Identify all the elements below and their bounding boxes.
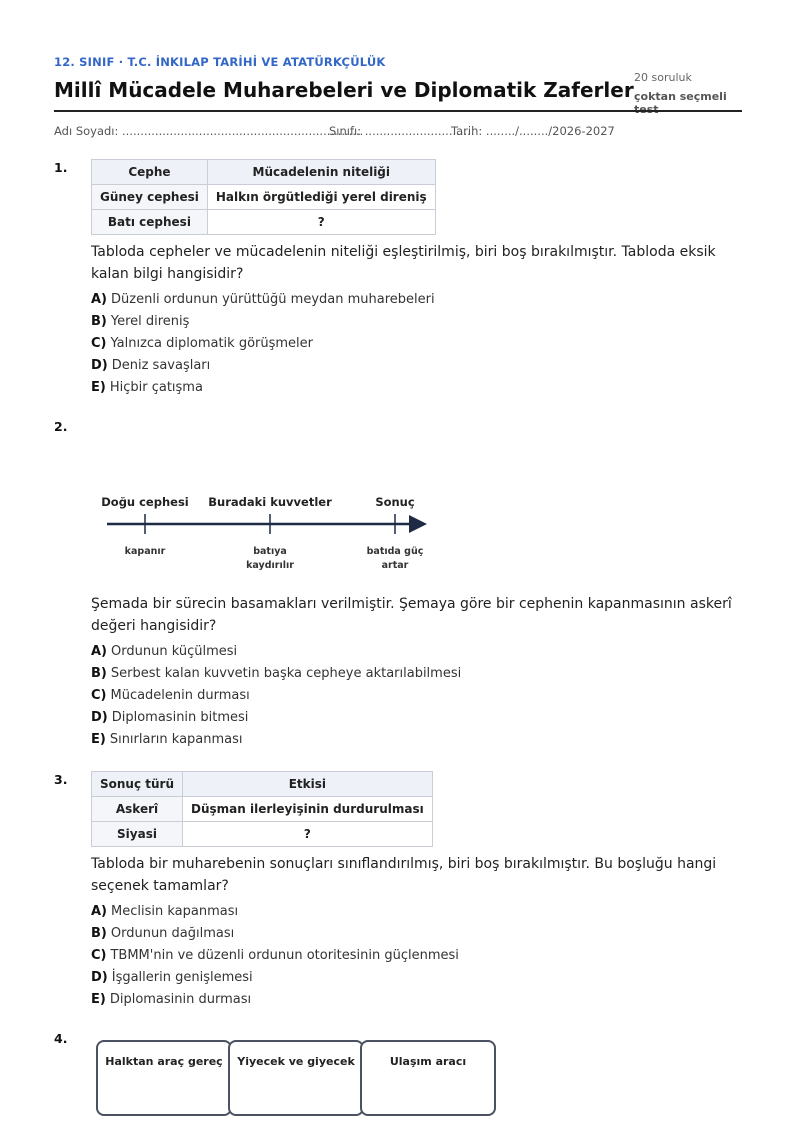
- option-text: Serbest kalan kuvvetin başka cepheye aktarılabilmesi: [110, 666, 462, 681]
- flow-step-label: Buradaki kuvvetler: [208, 495, 332, 509]
- question-1: [91, 159, 741, 399]
- flow-step-result: batıda güç artar: [366, 546, 424, 571]
- question-number: 2.: [54, 419, 68, 434]
- option-text: Diplomasinin durması: [109, 992, 252, 1007]
- option-letter: D): [91, 970, 108, 985]
- option-text: Sınırların kapanması: [109, 732, 243, 747]
- option-letter: C): [91, 688, 107, 703]
- table-cell: Düşman ilerleyişinin durdurulması: [183, 797, 433, 822]
- flow-step-result: batıya kaydırılır: [246, 546, 294, 571]
- flow-arrow: [91, 513, 431, 537]
- answer-option[interactable]: [91, 377, 741, 399]
- option-letter: C): [91, 948, 107, 963]
- option-letter: E): [91, 732, 106, 747]
- table-header: Etkisi: [183, 772, 433, 797]
- option-text: Yerel direniş: [110, 314, 190, 329]
- test-type: çoktan seçmeli test: [634, 90, 727, 116]
- table-cell: Siyasi: [92, 822, 183, 847]
- option-letter: B): [91, 666, 107, 681]
- title-divider: [54, 110, 742, 112]
- name-field[interactable]: Adı Soyadı: ..................................................................: [54, 124, 364, 138]
- answer-option[interactable]: [91, 967, 741, 989]
- table-cell: ?: [183, 822, 433, 847]
- answer-options: [91, 289, 741, 399]
- answer-option[interactable]: [91, 945, 741, 967]
- question-number: 3.: [54, 772, 68, 787]
- answer-option[interactable]: [91, 663, 741, 685]
- answer-option[interactable]: [91, 355, 741, 377]
- answer-options: [91, 641, 741, 751]
- answer-option[interactable]: [91, 901, 741, 923]
- subject-line: 12. SINIF · T.C. İNKILAP TARİHİ VE ATATÜRKÇÜLÜK: [54, 55, 386, 69]
- option-text: Hiçbir çatışma: [109, 380, 203, 395]
- category-box: Yiyecek ve giyecek: [228, 1040, 364, 1116]
- table-header: Cephe: [92, 160, 208, 185]
- answer-option[interactable]: [91, 707, 741, 729]
- question-3: [91, 771, 741, 1011]
- flow-step-label: Doğu cephesi: [101, 495, 189, 509]
- answer-option[interactable]: [91, 923, 741, 945]
- table-cell: Güney cephesi: [92, 185, 208, 210]
- option-letter: C): [91, 336, 107, 351]
- category-box: Ulaşım aracı: [360, 1040, 496, 1116]
- category-boxes: [96, 1040, 506, 1122]
- process-diagram: [91, 495, 431, 585]
- option-letter: D): [91, 358, 108, 373]
- answer-option[interactable]: [91, 685, 741, 707]
- question-2: [91, 493, 741, 751]
- page-title: Millî Mücadele Muharebeleri ve Diplomatik Zaferler: [54, 78, 634, 102]
- answer-option[interactable]: [91, 289, 741, 311]
- table-cell: Halkın örgütlediği yerel direniş: [207, 185, 435, 210]
- option-letter: A): [91, 292, 108, 307]
- option-text: TBMM'nin ve düzenli ordunun otoritesinin güçlenmesi: [110, 948, 459, 963]
- table-cell: Askerî: [92, 797, 183, 822]
- option-text: Düzenli ordunun yürüttüğü meydan muharebeleri: [111, 292, 435, 307]
- option-text: Ordunun dağılması: [110, 926, 235, 941]
- q3-table: [91, 771, 433, 847]
- table-cell: Batı cephesi: [92, 210, 208, 235]
- question-stem: Tabloda bir muharebenin sonuçları sınıflandırılmış, biri boş bırakılmıştır. Bu boşluğu hangi seçenek tamamlar?: [91, 856, 717, 894]
- q1-table: [91, 159, 436, 235]
- flow-step-label: Sonuç: [375, 495, 415, 509]
- option-text: Ordunun küçülmesi: [111, 644, 238, 659]
- question-4: [96, 1040, 746, 1122]
- question-stem: Şemada bir sürecin basamakları verilmiştir. Şemaya göre bir cephenin kapanmasının askerî değeri hangisidir?: [91, 596, 732, 634]
- table-header: Sonuç türü: [92, 772, 183, 797]
- option-text: Mücadelenin durması: [110, 688, 250, 703]
- option-text: Meclisin kapanması: [111, 904, 239, 919]
- answer-option[interactable]: [91, 311, 741, 333]
- answer-option[interactable]: [91, 333, 741, 355]
- question-number: 4.: [54, 1031, 68, 1046]
- category-box: Halktan araç gereç: [96, 1040, 232, 1116]
- class-field[interactable]: Sınıfı: ..............................: [329, 124, 475, 138]
- date-field[interactable]: Tarih: ......../......../2026-2027: [451, 124, 615, 138]
- option-letter: B): [91, 926, 107, 941]
- option-letter: B): [91, 314, 107, 329]
- table-header: Mücadelenin niteliği: [207, 160, 435, 185]
- answer-options: [91, 901, 741, 1011]
- option-letter: D): [91, 710, 108, 725]
- option-text: İşgallerin genişlemesi: [111, 970, 253, 985]
- option-letter: E): [91, 380, 106, 395]
- option-letter: E): [91, 992, 106, 1007]
- question-stem: Tabloda cepheler ve mücadelenin niteliği eşleştirilmiş, biri boş bırakılmıştır. Tabloda eksik kalan bilgi hangisidir?: [91, 244, 716, 282]
- option-text: Deniz savaşları: [111, 358, 211, 373]
- answer-option[interactable]: [91, 989, 741, 1011]
- question-count: 20 soruluk: [634, 71, 692, 84]
- option-text: Yalnızca diplomatik görüşmeler: [110, 336, 313, 351]
- answer-option[interactable]: [91, 729, 741, 751]
- table-cell: ?: [207, 210, 435, 235]
- option-letter: A): [91, 644, 108, 659]
- answer-option[interactable]: [91, 641, 741, 663]
- option-text: Diplomasinin bitmesi: [111, 710, 249, 725]
- flow-step-result: kapanır: [124, 546, 166, 557]
- option-letter: A): [91, 904, 108, 919]
- question-number: 1.: [54, 160, 68, 175]
